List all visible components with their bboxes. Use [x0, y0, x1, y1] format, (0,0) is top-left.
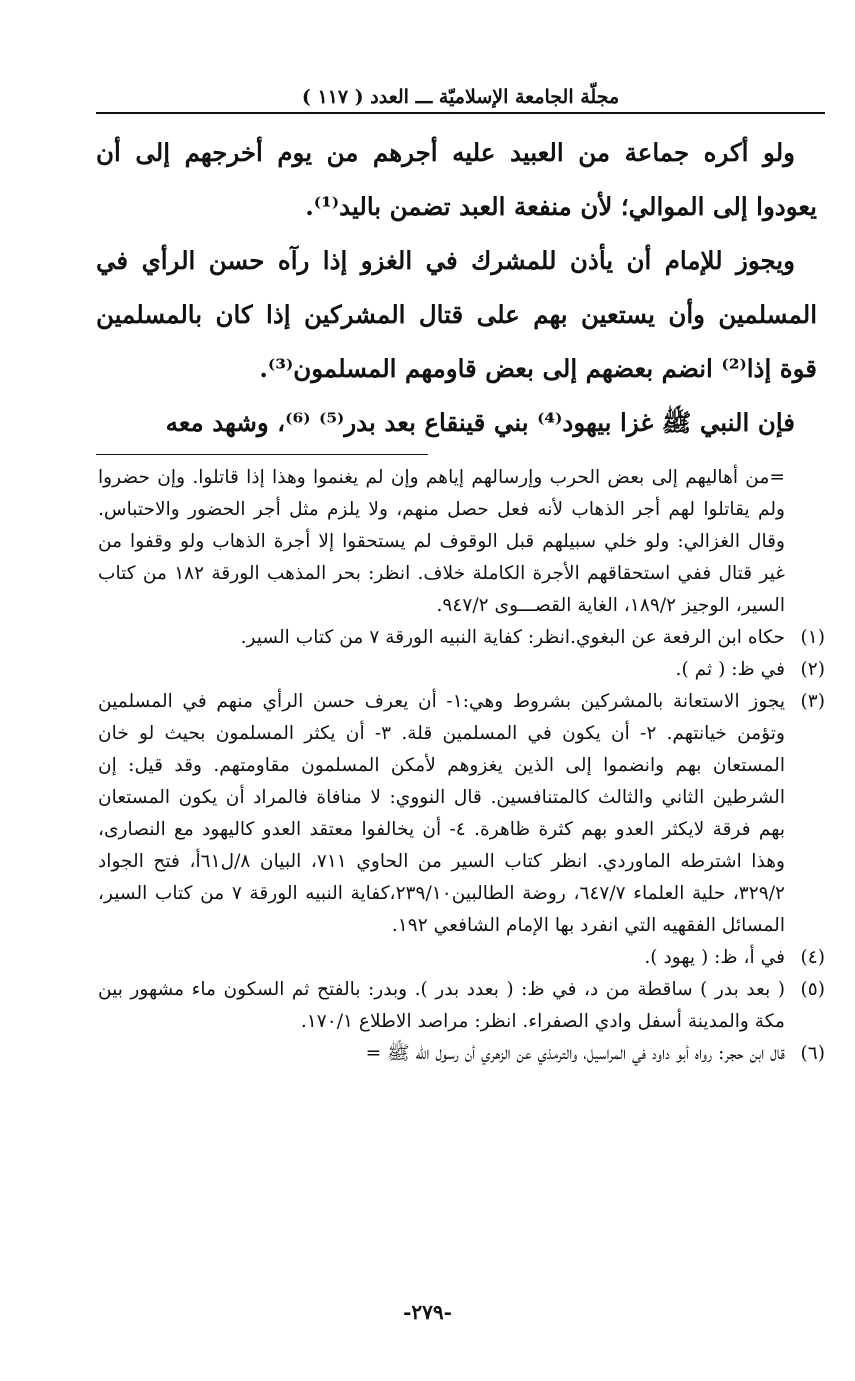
footnote-number: (٤) — [800, 947, 825, 968]
body-paragraph: فإن النبي ﷺ غزا بيهود⁽⁴⁾ بني قينقاع بعد بدر⁽⁵⁾ ⁽⁶⁾، وشهد معه — [165, 408, 795, 437]
page-number: -٢٧٩- — [403, 1300, 452, 1324]
body-paragraph: ولو أكره جماعة من العبيد عليه أجرهم من يوم أخرجهم إلى أن يعودوا إلى الموالي؛ لأن منفعة العبد تضمن باليد⁽¹⁾. — [96, 138, 817, 221]
footnote-number: (٣) — [800, 691, 825, 712]
footnote-number: (٥) — [800, 979, 825, 1000]
footnote-number: (٢) — [800, 659, 825, 680]
footnote-3: (٣) يجوز الاستعانة بالمشركين بشروط وهي:١- أن يعرف حسن الرأي منهم في المسلمين وتؤمن خيانتهم. ٢- أن يكون في المسلمين قلة. ٣- أن يكثر المسلمون بحيث لو خان المستعان بهم وانضموا إلى الذين يغزوهم لأمكن المسلمون مقاومتهم. وقد قيل: إن الشرطين الثاني والثالث كالمتنافسين. قال النووي: لا منافاة فالمراد أن يكون المستعان بهم فرقة لايكثر العدو بهم كثرة ظاهرة. ٤- أن يخالفوا معتقد العدو كاليهود مع النصارى، وهذا اشترطه الماوردي. انظر كتاب السير من الحاوي ٧١١، البيان ٨/ل٦١أ، فتح الجواد ٣٢٩/٢، حلية العلماء ٦٤٧/٧، روضة الطالبين٢٣٩/١٠،كفاية النبيه الورقة ٧ من كتاب السير، المسائل الفقهيه التي انفرد بها الإمام الشافعي ١٩٢. — [98, 686, 825, 942]
footnote-continuation: =من أهاليهم إلى بعض الحرب وإرسالهم إياهم وإن لم يغنموا وهذا إذا قاتلوا. وإن حضروا ولم يقاتلوا لهم أجر الذهاب لأنه فعل حصل منهم، ولا يلزم مثل أجر الحضور والاحتباس. وقال الغزالي: ولو خلي سبيلهم قبل الوقوف لم يستحقوا إلا أجرة الذهاب ولو وقفوا من غير قتال ففي استحقاقهم الأجرة الكاملة خلاف. انظر: بحر المذهب الورقة ١٨٢ من كتاب السير، الوجيز ١٨٩/٢، الغاية القصـــوى ٩٤٧/٢. — [98, 467, 785, 616]
footnote-1: (١) حكاه ابن الرفعة عن البغوي.انظر: كفاية النبيه الورقة ٧ من كتاب السير. — [98, 622, 825, 654]
footnote-6: (٦) قال ابن حجر: رواه أبو داود في المراسيل، والترمذي عن الزهري أن رسول الله ﷺ = — [98, 1038, 825, 1070]
footnote-number: (٦) — [800, 1043, 825, 1064]
footnote-separator — [96, 454, 428, 455]
running-header: مجلّة الجامعة الإسلاميّة ـــ العدد ( ١١٧ ) — [96, 82, 825, 114]
footnote-4: (٤) في أ، ظ: ( يهود ). — [98, 942, 825, 974]
footnote-5: (٥) ( بعد بدر ) ساقطة من د، في ظ: ( بعدد بدر ). وبدر: بالفتح ثم السكون ماء مشهور بين مكة والمدينة أسفل وادي الصفراء. انظر: مراصد الاطلاع ١٧٠/١. — [98, 974, 825, 1038]
footnotes — [98, 462, 825, 1070]
main-text — [96, 126, 817, 450]
body-paragraph: ويجوز للإمام أن يأذن للمشرك في الغزو إذا رآه حسن الرأي في المسلمين وأن يستعين بهم على قتال المشركين إذا كان بالمسلمين قوة إذا⁽²⁾ انضم بعضهم إلى بعض قاومهم المسلمون⁽³⁾. — [96, 246, 817, 383]
footnote-2: (٢) في ظ: ( ثم ). — [98, 654, 825, 686]
footnote-number: (١) — [800, 627, 825, 648]
